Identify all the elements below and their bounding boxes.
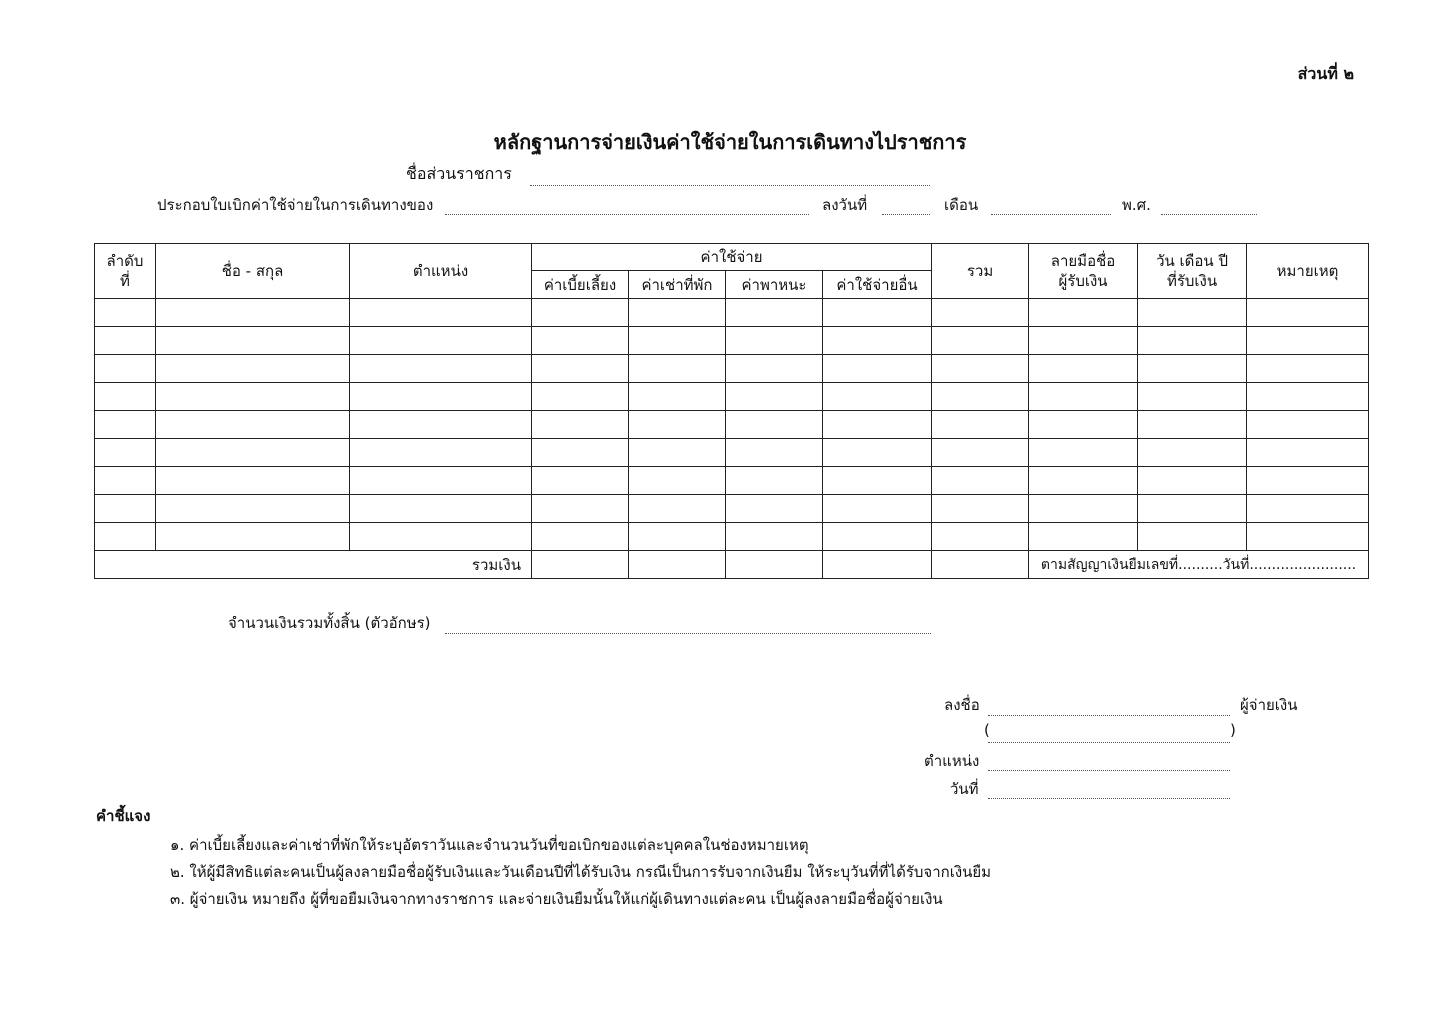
position-label: ตำแหน่ง (924, 752, 980, 770)
table-cell[interactable] (932, 467, 1029, 495)
table-cell[interactable] (350, 411, 532, 439)
table-cell[interactable] (726, 495, 823, 523)
sign-label: ลงชื่อ (944, 696, 980, 714)
month-label: เดือน (944, 196, 979, 214)
table-cell[interactable] (1029, 467, 1138, 495)
loan-reference: ตามสัญญาเงินยืมเลขที่..........วันที่........................ (1029, 551, 1369, 579)
table-cell[interactable] (726, 439, 823, 467)
table-cell[interactable] (156, 299, 350, 327)
table-cell[interactable] (823, 439, 932, 467)
year-field[interactable] (1161, 214, 1257, 215)
total-cell[interactable] (532, 551, 629, 579)
table-cell[interactable] (823, 467, 932, 495)
section-label: ส่วนที่ ๒ (1297, 64, 1354, 83)
table-cell[interactable] (726, 411, 823, 439)
table-cell[interactable] (156, 383, 350, 411)
table-cell[interactable] (532, 327, 629, 355)
table-cell[interactable] (95, 411, 156, 439)
table-cell[interactable] (156, 355, 350, 383)
table-cell[interactable] (1138, 299, 1247, 327)
table-cell[interactable] (156, 523, 350, 551)
table-row (95, 411, 1369, 439)
table-cell[interactable] (1247, 467, 1369, 495)
total-cell[interactable] (932, 551, 1029, 579)
col-header-position: ตำแหน่ง (350, 244, 532, 299)
table-cell[interactable] (726, 327, 823, 355)
col-header-received-date: วัน เดือน ปี ที่รับเงิน (1138, 244, 1247, 299)
table-cell[interactable] (95, 383, 156, 411)
table-cell[interactable] (1138, 383, 1247, 411)
table-cell[interactable] (726, 523, 823, 551)
table-cell[interactable] (1247, 299, 1369, 327)
table-cell[interactable] (350, 327, 532, 355)
payer-label: ผู้จ่ายเงิน (1240, 696, 1298, 714)
table-cell[interactable] (350, 467, 532, 495)
agency-label: ชื่อส่วนราชการ (406, 164, 512, 183)
total-label: รวมเงิน (95, 551, 532, 579)
table-cell[interactable] (1138, 467, 1247, 495)
col-header-other: ค่าใช้จ่ายอื่น (823, 271, 932, 299)
agency-field[interactable] (530, 185, 930, 186)
table-cell[interactable] (350, 523, 532, 551)
table-cell[interactable] (156, 411, 350, 439)
signature-field[interactable] (988, 715, 1230, 716)
table-cell[interactable] (350, 439, 532, 467)
table-cell[interactable] (1029, 495, 1138, 523)
note-item: ๓. ผู้จ่ายเงิน หมายถึง ผู้ที่ขอยืมเงินจากทางราชการ และจ่ายเงินยืมนั้นให้แก่ผู้เดินทางแต่ละคน เป็นผู้ลงลายมือชื่อผู้จ่ายเงิน (170, 890, 943, 908)
table-row (95, 523, 1369, 551)
table-cell[interactable] (532, 467, 629, 495)
table-cell[interactable] (932, 495, 1029, 523)
table-cell[interactable] (1138, 495, 1247, 523)
table-row (95, 495, 1369, 523)
table-cell[interactable] (1247, 439, 1369, 467)
table-cell[interactable] (1029, 355, 1138, 383)
table-cell[interactable] (932, 327, 1029, 355)
table-cell[interactable] (1029, 383, 1138, 411)
note-item: ๑. ค่าเบี้ยเลี้ยงและค่าเช่าที่พักให้ระบุอัตราวันและจำนวนวันที่ขอเบิกของแต่ละบุคคลในช่องหมายเหตุ (170, 836, 809, 854)
table-cell[interactable] (1138, 439, 1247, 467)
table-cell[interactable] (629, 411, 726, 439)
traveler-field[interactable] (445, 214, 809, 215)
table-cell[interactable] (629, 327, 726, 355)
table-cell[interactable] (532, 411, 629, 439)
table-cell[interactable] (1138, 411, 1247, 439)
page-title: หลักฐานการจ่ายเงินค่าใช้จ่ายในการเดินทางไปราชการ (493, 130, 967, 154)
table-row (95, 439, 1369, 467)
table-cell[interactable] (95, 327, 156, 355)
table-cell[interactable] (726, 467, 823, 495)
table-cell[interactable] (532, 299, 629, 327)
table-cell[interactable] (1029, 327, 1138, 355)
table-cell[interactable] (823, 411, 932, 439)
table-cell[interactable] (532, 439, 629, 467)
table-cell[interactable] (350, 299, 532, 327)
table-cell[interactable] (532, 355, 629, 383)
table-cell[interactable] (726, 355, 823, 383)
table-cell[interactable] (629, 439, 726, 467)
sign-date-field[interactable] (988, 798, 1230, 799)
col-header-signature: ลายมือชื่อ ผู้รับเงิน (1029, 244, 1138, 299)
table-cell[interactable] (1029, 411, 1138, 439)
position-field[interactable] (988, 770, 1230, 771)
amount-text-label: จำนวนเงินรวมทั้งสิ้น (ตัวอักษร) (228, 614, 431, 632)
table-cell[interactable] (629, 383, 726, 411)
table-cell[interactable] (629, 355, 726, 383)
table-cell[interactable] (95, 439, 156, 467)
table-cell[interactable] (1247, 355, 1369, 383)
table-cell[interactable] (532, 383, 629, 411)
table-cell[interactable] (823, 383, 932, 411)
table-cell[interactable] (629, 299, 726, 327)
close-paren: ) (1230, 721, 1236, 739)
table-cell[interactable] (823, 495, 932, 523)
table-cell[interactable] (932, 383, 1029, 411)
table-cell[interactable] (1138, 355, 1247, 383)
year-label: พ.ศ. (1122, 196, 1151, 214)
date-label: ลงวันที่ (822, 196, 868, 214)
table-cell[interactable] (532, 495, 629, 523)
table-cell[interactable] (1247, 411, 1369, 439)
table-cell[interactable] (932, 299, 1029, 327)
table-cell[interactable] (629, 523, 726, 551)
printed-name-field[interactable] (988, 742, 1230, 743)
table-cell[interactable] (95, 467, 156, 495)
table-cell[interactable] (1247, 383, 1369, 411)
table-cell[interactable] (156, 327, 350, 355)
table-cell[interactable] (350, 355, 532, 383)
open-paren: ( (984, 721, 990, 739)
table-row (95, 383, 1369, 411)
table-row (95, 327, 1369, 355)
month-field[interactable] (991, 214, 1111, 215)
col-header-expense-group: ค่าใช้จ่าย (532, 244, 932, 271)
table-cell[interactable] (726, 299, 823, 327)
table-cell[interactable] (1138, 327, 1247, 355)
note-item: ๒. ให้ผู้มีสิทธิแต่ละคนเป็นผู้ลงลายมือชื่อผู้รับเงินและวันเดือนปีที่ได้รับเงิน กรณีเป็นการรับจากเงินยืม ให้ระบุวันที่ที่ได้รับจากเงินยืม (170, 863, 992, 881)
payment-table (94, 243, 1369, 579)
table-cell[interactable] (629, 467, 726, 495)
total-cell[interactable] (726, 551, 823, 579)
table-cell[interactable] (726, 383, 823, 411)
amount-text-field[interactable] (445, 633, 931, 634)
table-cell[interactable] (350, 495, 532, 523)
table-cell[interactable] (156, 495, 350, 523)
table-cell[interactable] (350, 383, 532, 411)
table-cell[interactable] (95, 523, 156, 551)
day-field[interactable] (882, 214, 930, 215)
table-cell[interactable] (932, 355, 1029, 383)
table-cell[interactable] (1029, 523, 1138, 551)
table-cell[interactable] (95, 299, 156, 327)
table-cell[interactable] (95, 495, 156, 523)
table-cell[interactable] (629, 495, 726, 523)
total-row (95, 551, 1369, 579)
table-cell[interactable] (1138, 523, 1247, 551)
table-cell[interactable] (1247, 523, 1369, 551)
table-cell[interactable] (1247, 327, 1369, 355)
table-cell[interactable] (823, 523, 932, 551)
attach-label: ประกอบใบเบิกค่าใช้จ่ายในการเดินทางของ (157, 196, 434, 214)
table-cell[interactable] (823, 327, 932, 355)
col-header-lodging: ค่าเช่าที่พัก (629, 271, 726, 299)
table-row (95, 355, 1369, 383)
total-cell[interactable] (823, 551, 932, 579)
sign-date-label: วันที่ (950, 780, 979, 798)
col-header-name: ชื่อ - สกุล (156, 244, 350, 299)
table-cell[interactable] (823, 299, 932, 327)
table-cell[interactable] (932, 439, 1029, 467)
table-cell[interactable] (1029, 439, 1138, 467)
notes-title: คำชี้แจง (96, 807, 151, 825)
table-cell[interactable] (156, 467, 350, 495)
total-cell[interactable] (629, 551, 726, 579)
table-cell[interactable] (932, 411, 1029, 439)
table-cell[interactable] (95, 355, 156, 383)
table-row (95, 467, 1369, 495)
col-header-remark: หมายเหตุ (1247, 244, 1369, 299)
table-cell[interactable] (1247, 495, 1369, 523)
table-cell[interactable] (823, 355, 932, 383)
col-header-allowance: ค่าเบี้ยเลี้ยง (532, 271, 629, 299)
col-header-no: ลำดับ ที่ (95, 244, 156, 299)
col-header-total: รวม (932, 244, 1029, 299)
table-row (95, 299, 1369, 327)
table-cell[interactable] (1029, 299, 1138, 327)
table-cell[interactable] (932, 523, 1029, 551)
col-header-transport: ค่าพาหนะ (726, 271, 823, 299)
table-cell[interactable] (532, 523, 629, 551)
table-cell[interactable] (156, 439, 350, 467)
